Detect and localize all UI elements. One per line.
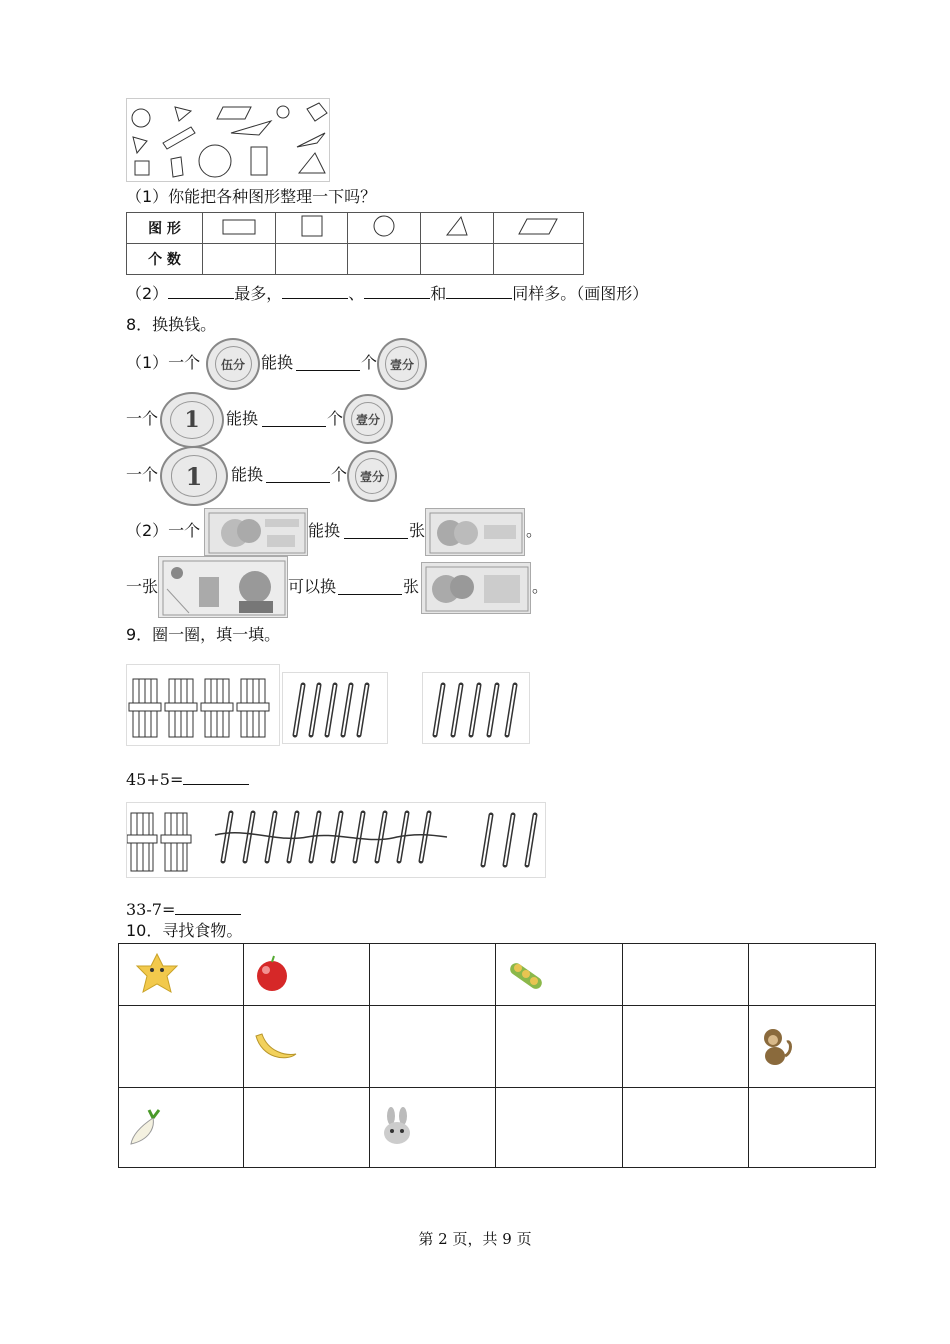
q7-sub2-sep: 、: [348, 284, 365, 303]
coin-label: 壹分: [355, 458, 389, 494]
answer-blank[interactable]: [364, 282, 430, 299]
can-exchange2-label: 可以换: [288, 577, 337, 596]
parallelogram-icon: [493, 213, 583, 244]
can-exchange-label: 能换: [261, 353, 294, 372]
q10-title: 10．寻找食物。: [126, 921, 243, 940]
q8-sub2-prefix: （2）一个: [126, 521, 201, 540]
stick-bundles-picture: [126, 664, 280, 746]
chick-icon: [127, 950, 187, 1000]
answer-blank[interactable]: [183, 768, 249, 785]
grid-cell[interactable]: [244, 1088, 370, 1168]
q8-sub1-prefix: （1）一个: [126, 353, 201, 372]
yi-zhang-label: 一张: [126, 577, 159, 596]
radish-icon: [127, 1108, 163, 1148]
answer-blank[interactable]: [338, 578, 402, 595]
grid-cell[interactable]: [370, 944, 496, 1006]
grid-cell[interactable]: [370, 1006, 496, 1088]
answer-blank[interactable]: [175, 898, 241, 915]
coin-label: 壹分: [351, 402, 385, 436]
banknote-icon: [204, 508, 308, 556]
triangle-icon: [420, 213, 493, 244]
apple-icon: [252, 954, 292, 994]
shapes-drawing: [127, 99, 330, 182]
square-icon: [275, 213, 348, 244]
hundred-yuan-note-icon: [158, 556, 288, 618]
count-cell[interactable]: [493, 244, 583, 275]
answer-blank[interactable]: [168, 282, 234, 299]
grid-cell[interactable]: [748, 1088, 875, 1168]
period: 。: [526, 521, 543, 540]
grid-cell[interactable]: [496, 1006, 622, 1088]
one-fen-coin-icon: [347, 450, 397, 502]
ge-label: 个: [361, 353, 378, 372]
grid-cell[interactable]: [496, 944, 622, 1006]
count-cell[interactable]: [420, 244, 493, 275]
q7-sub2-prefix: （2）: [126, 284, 169, 303]
period: 。: [532, 577, 549, 596]
q7-sub2-and: 和: [430, 284, 447, 303]
one-fen-coin-icon: [343, 394, 393, 444]
answer-blank[interactable]: [344, 522, 408, 539]
rabbit-icon: [378, 1106, 416, 1146]
q7-sub1: （1）你能把各种图形整理一下吗？: [126, 187, 377, 206]
ge-label: 个: [331, 465, 348, 484]
five-fen-coin-icon: [206, 338, 260, 390]
coin-label: 壹分: [385, 346, 419, 382]
eq2-text: 33-7=: [126, 900, 176, 919]
table-header-count: 个 数: [127, 244, 203, 275]
coin-label: 伍分: [215, 346, 252, 382]
yi-ge-label: 一个: [126, 465, 159, 484]
monkey-icon: [757, 1026, 795, 1066]
grid-cell[interactable]: [748, 944, 875, 1006]
zhang-label: 张: [409, 521, 426, 540]
can-exchange-label: 能换: [226, 409, 259, 428]
banana-icon: [252, 1030, 300, 1064]
one-jiao-coin-icon: [160, 392, 224, 448]
grid-cell[interactable]: [119, 1088, 244, 1168]
grid-cell[interactable]: [370, 1088, 496, 1168]
zhang-label: 张: [403, 577, 420, 596]
five-sticks-picture: [282, 672, 388, 744]
food-grid: [118, 943, 876, 1168]
sticks-subtraction-picture: [126, 802, 546, 878]
corn-icon: [504, 954, 548, 998]
grid-cell[interactable]: [622, 944, 748, 1006]
count-cell[interactable]: [348, 244, 421, 275]
one-fen-coin-icon: [377, 338, 427, 390]
grid-cell[interactable]: [622, 1088, 748, 1168]
grid-cell[interactable]: [119, 944, 244, 1006]
q9-title: 9．圈一圈，填一填。: [126, 625, 281, 644]
banknote-icon: [425, 508, 525, 556]
grid-cell[interactable]: [748, 1006, 875, 1088]
answer-blank[interactable]: [446, 282, 512, 299]
ge-label: 个: [327, 409, 344, 428]
grid-cell[interactable]: [622, 1006, 748, 1088]
yi-ge-label: 一个: [126, 409, 159, 428]
rectangle-icon: [203, 213, 276, 244]
shape-count-table: [126, 212, 584, 275]
grid-cell[interactable]: [244, 1006, 370, 1088]
can-exchange-label: 能换: [231, 465, 264, 484]
grid-cell[interactable]: [119, 1006, 244, 1088]
q8-title: 8．换换钱。: [126, 315, 217, 334]
count-cell[interactable]: [203, 244, 276, 275]
grid-cell[interactable]: [244, 944, 370, 1006]
q9-eq1: [126, 768, 249, 791]
count-cell[interactable]: [275, 244, 348, 275]
can-exchange-label: 能换: [308, 521, 341, 540]
shapes-picture: [126, 98, 330, 182]
one-yuan-coin-icon: [160, 446, 228, 506]
circle-icon: [348, 213, 421, 244]
five-sticks-picture: [422, 672, 530, 744]
eq1-text: 45+5=: [126, 770, 184, 789]
answer-blank[interactable]: [266, 466, 330, 483]
q7-sub2: [126, 282, 648, 305]
page-footer: 第 2 页，共 9 页: [418, 1230, 532, 1248]
coin-label: 1: [170, 401, 214, 439]
q7-sub2-most: 最多，: [234, 284, 283, 303]
q9-eq2: [126, 898, 241, 921]
grid-cell[interactable]: [496, 1088, 622, 1168]
table-header-shape: 图 形: [127, 213, 203, 244]
coin-label: 1: [171, 455, 218, 496]
answer-blank[interactable]: [296, 354, 360, 371]
q7-sub2-suffix: 同样多。（画图形）: [512, 284, 649, 303]
banknote-icon: [421, 562, 531, 614]
answer-blank[interactable]: [262, 410, 326, 427]
answer-blank[interactable]: [282, 282, 348, 299]
